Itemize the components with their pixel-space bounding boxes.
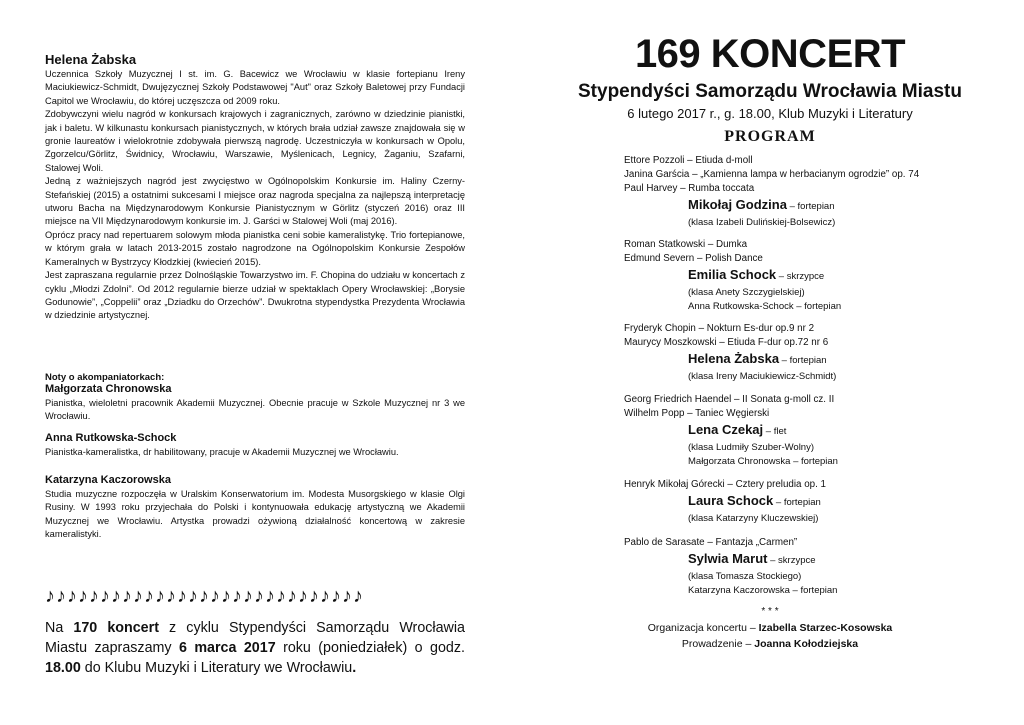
program-block: [624, 322, 984, 384]
program-block: [624, 536, 984, 598]
program-piece: Fryderyk Chopin – Nokturn Es-dur op.9 nr 2: [624, 323, 815, 334]
program-piece: Pablo de Sarasate – Fantazja „Carmen”: [624, 537, 798, 548]
next-concert-announcement: [45, 618, 465, 678]
bio-paragraph: Oprócz pracy nad repertuarem solowym młoda pianistka ceni sobie kameralistykę. Trio fortepianowe, w którym grała w latach 2013-2015 zostało nagrodzone na Ogólnopolskim Konkursie Zespołów Kameralnych w Bystrzycy Kłodzkiej (kwiecień 2015).: [45, 229, 465, 267]
host-name: Joanna Kołodziejska: [754, 638, 859, 650]
accompanist-note: [45, 432, 465, 459]
performer-name: Emilia Schock: [688, 267, 777, 282]
separator-stars: * * *: [761, 606, 779, 617]
performer-class: (klasa Ireny Maciukiewicz-Schmidt): [688, 371, 837, 382]
accompanist-name: Katarzyna Kaczorowska: [45, 474, 171, 486]
performer-class: (klasa Izabeli Dulińskiej-Bolsewicz): [688, 217, 836, 228]
bio-paragraph: Jest zapraszana regularnie przez Dolnośląskie Towarzystwo im. F. Chopina do udziału w koncertach z cyklu „Młodzi Zdolni”. Od 2012 regularnie bierze udział w spektaklach Opery Wrocławskiej: „Borysie Godunowie”, „Coppelii” oraz „Dziadku do Orzechów”. Dwukrotna stypendystka Prezydenta Wrocławia w dziedzinie artystycznej.: [45, 270, 465, 321]
program-piece: Roman Statkowski – Dumka: [624, 239, 748, 250]
performer-name: Laura Schock: [688, 493, 774, 508]
program-piece: Ettore Pozzoli – Etiuda d-moll: [624, 155, 753, 166]
bio-name-heading: Helena Żabska: [45, 52, 137, 67]
program-piece: Georg Friedrich Haendel – II Sonata g-moll cz. II: [624, 394, 835, 405]
program-piece: Wilhelm Popp – Taniec Węgierski: [624, 408, 770, 419]
host-line: [560, 638, 980, 650]
announce-text: do Klubu Muzyki i Literatury we Wrocławiu: [80, 660, 353, 676]
accompanist-line: Katarzyna Kaczorowska – fortepian: [688, 585, 838, 596]
performer: [688, 550, 984, 570]
music-notes-divider: ♪♪♪♪♪♪♪♪♪♪♪♪♪♪♪♪♪♪♪♪♪♪♪♪♪♪♪♪♪: [45, 585, 364, 607]
bio-text: [45, 68, 465, 323]
program-piece: Janina Garścia – „Kamienna lampa w herbacianym ogrodzie” op. 74: [624, 169, 920, 180]
performer-instrument: – fortepian: [773, 497, 821, 508]
accompanists-heading: Noty o akompaniatorkach:: [45, 371, 165, 383]
performer: [688, 266, 984, 286]
organizer-line: [560, 622, 980, 634]
announce-text: Na: [45, 620, 74, 636]
organizer-name: Izabella Starzec-Kosowska: [758, 622, 893, 634]
announce-date: 6 marca 2017: [178, 640, 276, 656]
accompanist-text: Pianistka-kameralistka, dr habilitowany, pracuje w Akademii Muzycznej we Wrocławiu.: [45, 447, 399, 457]
program-piece: Maurycy Moszkowski – Etiuda F-dur op.72 nr 6: [624, 337, 829, 348]
performer-name: Mikołaj Godzina: [688, 197, 787, 212]
program-piece: Edmund Severn – Polish Dance: [624, 253, 763, 264]
performer-name: Sylwia Marut: [688, 551, 768, 566]
accompanist-text: Pianistka, wieloletni pracownik Akademii Muzycznej. Obecnie pracuje w Szkole Muzycznej nr 3 we Wrocławiu.: [45, 398, 465, 422]
performer-instrument: – skrzypce: [776, 271, 825, 282]
announce-text: roku (poniedziałek) o godz.: [275, 640, 465, 656]
concert-title: 169 KONCERT: [634, 32, 906, 76]
accompanist-text: Studia muzyczne rozpoczęła w Uralskim Konserwatorium im. Modesta Musorgskiego w klasie Olgi Rusiny. W 1993 roku przyjechała do Polski i kontynuowała edukację artystyczną we Akademii Muzycznej we Wrocławiu. Artystka prowadzi ożywioną działalność koncertową w zakresie kameralistyki.: [45, 489, 465, 540]
bio-paragraph: Zdobywczyni wielu nagród w konkursach krajowych i zagranicznych, zarówno w dziedzinie pianistki, jak i baletu. W kilkunastu konkursach pianistycznych, w których brała udział zawsze znajdowała się w gronie laureatów i wielokrotnie zdobywała pierwszą nagrodę. Uczestniczyła w konkursach w Opolu, Zgorzelcu/Görlitz, Świdnicy, Wrocławiu, Warszawie, Myślenicach, Legnicy, Żaganiu, Szafarni, Stalowej Woli.: [45, 109, 465, 173]
bio-paragraph: Jedną z ważniejszych nagród jest zwycięstwo w Ogólnopolskim Konkursie im. Haliny Czerny-Stefańskiej (2015) a ostatnimi sukcesami I miejsce oraz nagroda specjalna za najlepszą interpretację utworu Bacha na Międzynarodowym Konkursie Pianistycznym w Görlitz (styczeń 2016) oraz III miejsce na VII Międzynarodowym konkursie im. J. Garści w Stalowej Woli (maj 2016).: [45, 176, 465, 227]
left-column: [45, 0, 465, 725]
accompanist-name: Anna Rutkowska-Schock: [45, 432, 177, 444]
performer: [688, 421, 984, 441]
announce-period: .: [352, 660, 357, 676]
accompanist-note: [45, 474, 465, 542]
accompanist-line: Anna Rutkowska-Schock – fortepian: [688, 301, 842, 312]
program-block: [624, 478, 984, 526]
concert-subtitle: Stypendyści Samorządu Wrocławia Miastu: [578, 81, 962, 102]
bio-paragraph: Uczennica Szkoły Muzycznej I st. im. G. Bacewicz we Wrocławiu w klasie fortepianu Ireny Maciukiewicz-Schmidt, Dwujęzycznej Szkoły Podstawowej "Aut" oraz Szkoły Baletowej przy Fundacji Capitol we Wrocławiu, do której uczęszcza od 2009 roku.: [45, 69, 465, 106]
accompanist-line: Małgorzata Chronowska – fortepian: [688, 456, 838, 467]
performer: [688, 492, 984, 512]
performer-class: (klasa Tomasza Stockiego): [688, 571, 802, 582]
performer-instrument: – skrzypce: [767, 555, 816, 566]
announce-concert-number: 170 koncert: [73, 620, 159, 636]
performer-class: (klasa Ludmiły Szuber-Wolny): [688, 442, 815, 453]
performer-class: (klasa Anety Szczygielskiej): [688, 287, 805, 298]
performer: [688, 196, 984, 216]
host-label: Prowadzenie –: [681, 638, 755, 650]
concert-dateline: 6 lutego 2017 r., g. 18.00, Klub Muzyki i Literatury: [627, 106, 913, 121]
performer-class: (klasa Katarzyny Kluczewskiej): [688, 513, 819, 524]
accompanist-name: Małgorzata Chronowska: [45, 383, 172, 395]
program-block: [624, 154, 984, 230]
organizer-label: Organizacja koncertu –: [647, 622, 759, 634]
performer-instrument: – fortepian: [779, 355, 827, 366]
program-block: [624, 238, 984, 314]
announce-time: 18.00: [45, 660, 81, 676]
program-piece: Paul Harvey – Rumba toccata: [624, 183, 755, 194]
announce-text: z cyklu Stypendyści Samorządu Wrocławia Miastu zapraszamy: [45, 620, 466, 656]
performer-name: Lena Czekaj: [688, 422, 764, 437]
program-block: [624, 393, 984, 469]
right-column: [560, 0, 980, 725]
performer-instrument: – flet: [763, 426, 787, 437]
performer-name: Helena Żabska: [688, 351, 780, 366]
program-piece: Henryk Mikołaj Górecki – Cztery preludia op. 1: [624, 479, 827, 490]
performer: [688, 350, 984, 370]
accompanist-note: [45, 383, 465, 424]
performer-instrument: – fortepian: [786, 201, 835, 212]
program-heading: PROGRAM: [724, 128, 816, 145]
